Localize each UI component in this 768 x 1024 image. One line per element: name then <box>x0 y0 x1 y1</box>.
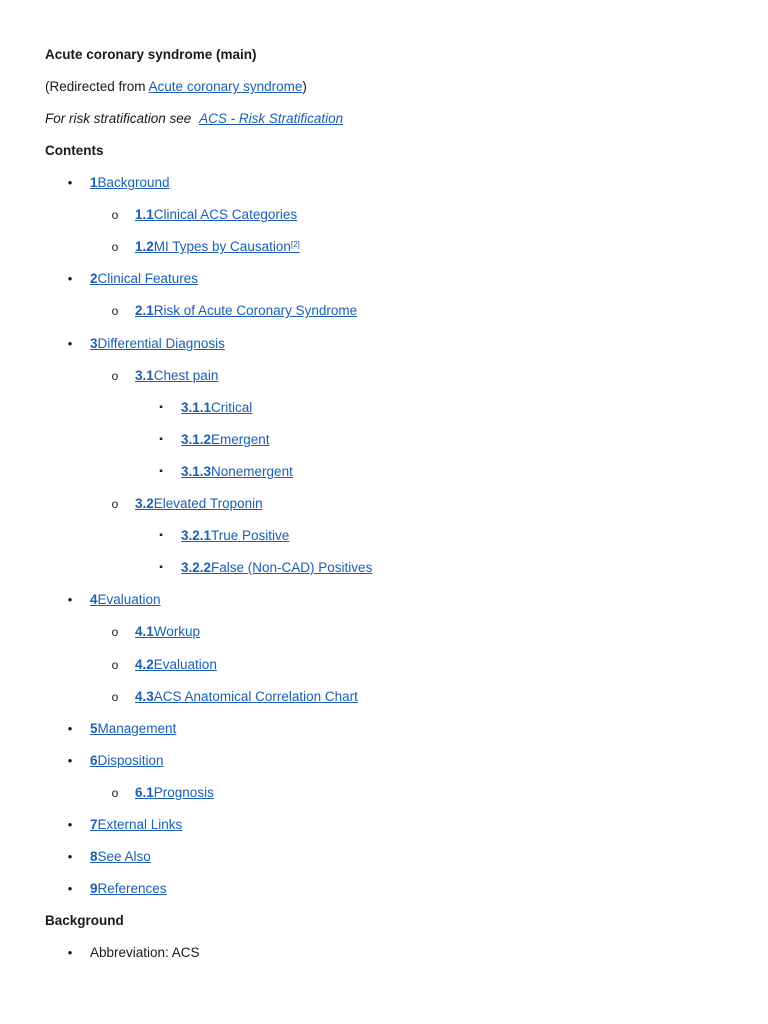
bullet-marker: ▪ <box>159 466 163 477</box>
toc-item-3-2-1 <box>159 527 290 545</box>
toc-item-8 <box>67 848 151 866</box>
bullet-marker: • <box>67 881 73 896</box>
toc-item-6-1 <box>111 784 214 802</box>
toc-number: 2.1 <box>135 303 154 318</box>
toc-label: Clinical Features <box>97 271 199 286</box>
risk-note-text: For risk stratification see <box>45 111 192 126</box>
risk-stratification-link[interactable]: ACS - Risk Stratification <box>199 111 344 126</box>
bullet-marker: ▪ <box>159 434 163 445</box>
risk-note <box>45 110 343 128</box>
bullet-marker: o <box>111 208 119 222</box>
toc-number: 3.2.1 <box>181 528 212 543</box>
toc-link[interactable] <box>90 817 182 832</box>
toc-number: 6.1 <box>135 785 154 800</box>
toc-link[interactable] <box>135 207 297 222</box>
bullet-marker: o <box>111 240 119 254</box>
toc-number: 3.1.1 <box>181 400 212 415</box>
toc-link[interactable] <box>135 785 214 800</box>
toc-item-3 <box>67 335 225 353</box>
toc-number: 6 <box>90 753 98 768</box>
toc-number: 2 <box>90 271 98 286</box>
toc-link[interactable] <box>181 464 293 479</box>
bullet-marker: • <box>67 592 73 607</box>
toc-item-6 <box>67 752 164 770</box>
toc-label: References <box>97 881 167 896</box>
toc-item-3-2-2 <box>159 559 373 577</box>
bullet-marker: o <box>111 786 119 800</box>
toc-link[interactable] <box>90 849 151 864</box>
toc-label: MI Types by Causation <box>153 239 291 254</box>
bullet-marker: • <box>67 336 73 351</box>
toc-item-4-3 <box>111 688 358 706</box>
toc-label: Emergent <box>211 432 270 447</box>
toc-label: Management <box>97 721 177 736</box>
toc-label: Workup <box>153 624 201 639</box>
toc-link[interactable] <box>135 239 300 254</box>
toc-item-4 <box>67 591 161 609</box>
toc-number: 3.2 <box>135 496 154 511</box>
bullet-marker: • <box>67 271 73 286</box>
toc-item-1-2 <box>111 238 300 256</box>
toc-number: 3 <box>90 336 98 351</box>
toc-link[interactable] <box>90 753 164 768</box>
toc-item-2 <box>67 270 199 288</box>
toc-label: Evaluation <box>153 657 217 672</box>
background-heading: Background <box>45 913 124 928</box>
toc-number: 3.1.2 <box>181 432 212 447</box>
toc-link[interactable] <box>181 432 270 447</box>
toc-item-9 <box>67 880 167 898</box>
toc-label: Background <box>97 175 170 190</box>
toc-item-3-1-2 <box>159 431 270 449</box>
toc-link[interactable] <box>135 657 217 672</box>
toc-label: External Links <box>97 817 183 832</box>
redirect-prefix: (Redirected from <box>45 79 149 94</box>
toc-item-4-1 <box>111 623 201 641</box>
toc-number: 4.2 <box>135 657 154 672</box>
toc-link[interactable] <box>181 560 372 575</box>
bullet-marker: o <box>111 625 119 639</box>
toc-link[interactable] <box>90 271 198 286</box>
bullet-marker: o <box>111 658 119 672</box>
toc-number: 8 <box>90 849 98 864</box>
page-title: Acute coronary syndrome (main) <box>45 47 257 62</box>
toc-item-1 <box>67 174 170 192</box>
toc-item-3-1 <box>111 367 219 385</box>
toc-item-5 <box>67 720 177 738</box>
toc-link[interactable] <box>90 592 161 607</box>
toc-number: 1.2 <box>135 239 154 254</box>
toc-link[interactable] <box>90 881 167 896</box>
toc-link[interactable] <box>135 624 200 639</box>
bullet-marker: o <box>111 369 119 383</box>
toc-label: False (Non-CAD) Positives <box>211 560 373 575</box>
toc-label: Chest pain <box>153 368 219 383</box>
toc-item-2-1 <box>111 302 358 320</box>
toc-number: 7 <box>90 817 98 832</box>
toc-item-4-2 <box>111 656 217 674</box>
toc-link[interactable] <box>90 175 170 190</box>
toc-label: ACS Anatomical Correlation Chart <box>153 689 358 704</box>
toc-number: 1 <box>90 175 98 190</box>
toc-label: Critical <box>211 400 253 415</box>
toc-label: See Also <box>97 849 151 864</box>
bullet-marker: • <box>67 175 73 190</box>
bullet-marker: o <box>111 497 119 511</box>
bullet-marker: • <box>67 753 73 768</box>
toc-link[interactable] <box>90 336 225 351</box>
list-item <box>67 944 200 962</box>
bullet-marker: • <box>67 849 73 864</box>
toc-link[interactable] <box>135 496 263 511</box>
toc-label: Clinical ACS Categories <box>153 207 298 222</box>
toc-number: 4.1 <box>135 624 154 639</box>
toc-label: Differential Diagnosis <box>97 336 225 351</box>
toc-link[interactable] <box>181 528 289 543</box>
toc-number: 4.3 <box>135 689 154 704</box>
contents-heading: Contents <box>45 143 104 158</box>
toc-link[interactable] <box>181 400 252 415</box>
bullet-marker: o <box>111 690 119 704</box>
toc-number: 3.1.3 <box>181 464 212 479</box>
bullet-marker: ▪ <box>159 530 163 541</box>
toc-item-3-1-1 <box>159 399 253 417</box>
toc-link[interactable] <box>90 721 176 736</box>
redirect-note <box>45 78 307 96</box>
toc-link[interactable] <box>135 368 218 383</box>
toc-number: 3.1 <box>135 368 154 383</box>
toc-label: Risk of Acute Coronary Syndrome <box>153 303 358 318</box>
redirect-link[interactable]: Acute coronary syndrome <box>148 79 303 94</box>
toc-link[interactable] <box>135 689 358 704</box>
toc-label: Elevated Troponin <box>153 496 263 511</box>
toc-item-1-1 <box>111 206 298 224</box>
bullet-marker: o <box>111 304 119 318</box>
toc-number: 5 <box>90 721 98 736</box>
bullet-marker: • <box>67 945 73 960</box>
bullet-marker: • <box>67 721 73 736</box>
toc-label: Prognosis <box>153 785 214 800</box>
redirect-suffix: ) <box>302 79 307 94</box>
bullet-marker: ▪ <box>159 562 163 573</box>
toc-number: 9 <box>90 881 98 896</box>
toc-link[interactable] <box>135 303 357 318</box>
toc-label: Evaluation <box>97 592 161 607</box>
toc-item-7 <box>67 816 183 834</box>
toc-label: Disposition <box>97 753 164 768</box>
toc-label: Nonemergent <box>211 464 293 479</box>
toc-number: 1.1 <box>135 207 154 222</box>
citation-superscript[interactable]: [2] <box>290 240 300 249</box>
toc-item-3-2 <box>111 495 263 513</box>
bullet-marker: • <box>67 817 73 832</box>
toc-item-3-1-3 <box>159 463 293 481</box>
toc-number: 3.2.2 <box>181 560 212 575</box>
abbreviation-text: Abbreviation: ACS <box>90 945 200 960</box>
toc-label: True Positive <box>211 528 290 543</box>
toc-number: 4 <box>90 592 98 607</box>
bullet-marker: ▪ <box>159 402 163 413</box>
